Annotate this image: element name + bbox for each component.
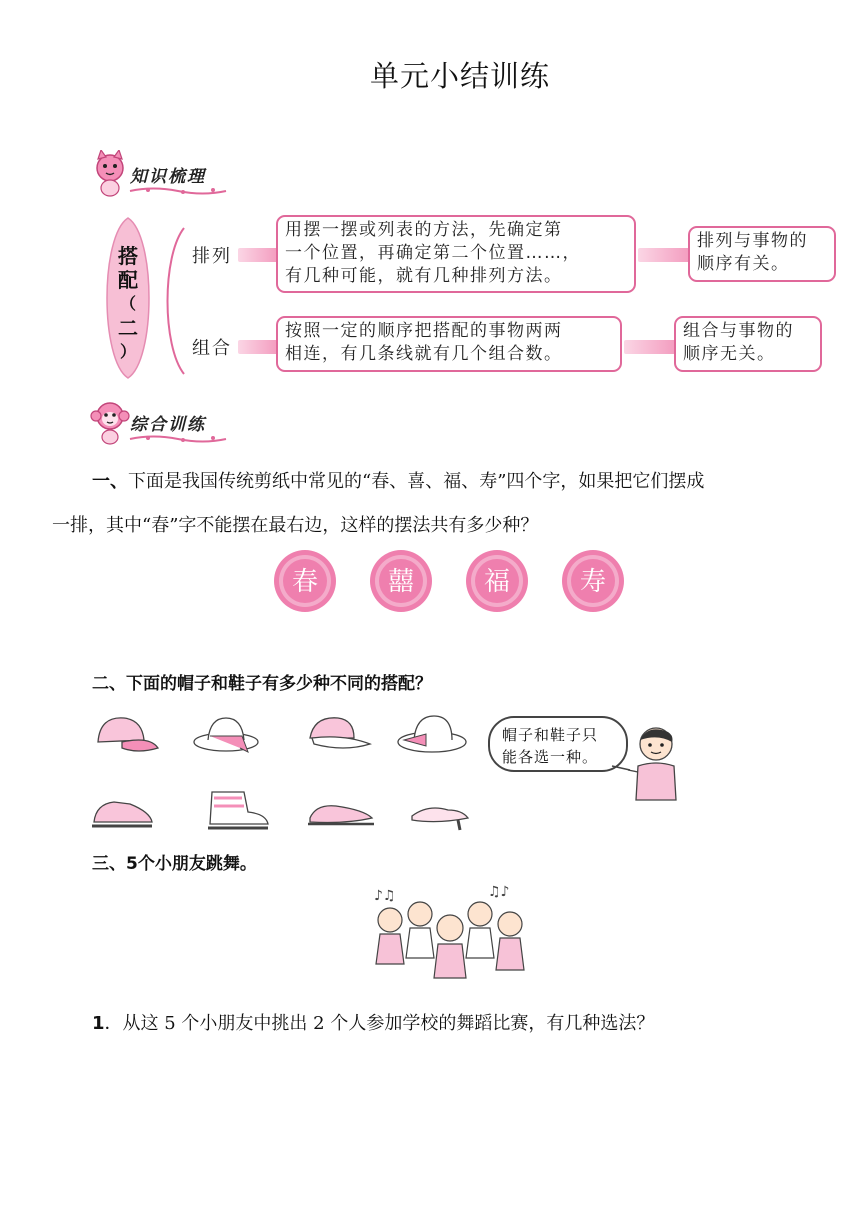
q3-sub1-number: 1: [92, 1013, 105, 1034]
permutation-note-connector: [638, 248, 690, 262]
question-1: [92, 462, 832, 502]
practice-section-header: [88, 398, 228, 448]
q1-line1: 下面是我国传统剪纸中常见的“春、喜、福、寿”四个字，如果把它们摆成: [128, 471, 705, 492]
monkey-mascot-icon: [88, 398, 132, 446]
svg-text:♪♫: ♪♫: [374, 888, 396, 904]
bubble-line: 能各选一种。: [502, 748, 599, 766]
heading-underline-decoration: [128, 186, 228, 196]
hint-speech-bubble: [488, 716, 628, 772]
heading-underline-decoration: [128, 434, 228, 444]
shoes-row-image: [90, 784, 480, 834]
note-line: 顺序有关。: [697, 254, 790, 274]
practice-heading: 综合训练: [130, 415, 206, 435]
method-line: 一个位置，再确定第二个位置……，: [285, 243, 581, 263]
q3-sub1-text: ．从这 5 个小朋友中挑出 2 个人参加学校的舞蹈比赛，有几种选法？: [104, 1013, 655, 1034]
question-3: [92, 844, 257, 884]
hat-cap-icon: [98, 718, 158, 751]
q2-text: 下面的帽子和鞋子有多少种不同的搭配？: [126, 674, 432, 694]
stamp-char: 春: [291, 567, 319, 597]
papercut-chun-image: [272, 548, 338, 614]
method-line: 有几种可能，就有几种排列方法。: [285, 266, 563, 286]
stamp-char: 囍: [387, 567, 415, 597]
hat-bow-icon: [398, 716, 466, 752]
papercut-shou-image: [560, 548, 626, 614]
hat-sunhat-icon: [194, 718, 258, 752]
combination-method-box: [276, 316, 622, 372]
shoe-boot-icon: [208, 792, 268, 828]
svg-text:♫♪: ♫♪: [488, 884, 510, 900]
permutation-label: 排列: [192, 246, 232, 267]
q3-number: 三、: [92, 854, 126, 874]
dancing-children-image: [360, 884, 540, 992]
papercut-row: [272, 548, 632, 618]
combination-note-connector: [624, 340, 676, 354]
topic-char: 二: [118, 316, 138, 340]
stamp-char: 寿: [579, 567, 607, 597]
topic-char: 搭: [118, 244, 138, 268]
permutation-method-box: [276, 215, 636, 293]
topic-char: （: [119, 294, 136, 313]
note-line: 顺序无关。: [683, 344, 776, 364]
cat-mascot-icon: [88, 150, 132, 198]
shoe-loafer-icon: [308, 806, 374, 824]
hat-baseball-icon: [310, 718, 370, 748]
bracket-line: [158, 226, 188, 376]
bubble-line: 帽子和鞋子只: [502, 726, 599, 744]
q2-number: 二、: [92, 674, 126, 694]
q1-line2: 一排，其中“春”字不能摆在最右边，这样的摆法共有多少种？: [52, 515, 539, 536]
topic-char: ）: [119, 342, 136, 361]
q1-number: 一、: [92, 471, 128, 492]
papercut-xi-image: [368, 548, 434, 614]
shoe-heel-icon: [412, 808, 468, 830]
question-1-cont: [52, 506, 832, 546]
papercut-fu-image: [464, 548, 530, 614]
q3-count: 5: [126, 854, 138, 874]
q3-text: 个小朋友跳舞。: [137, 854, 257, 874]
topic-char: 配: [118, 268, 138, 292]
hats-row-image: [92, 712, 472, 762]
method-line: 相连，有几条线就有几个组合数。: [285, 344, 563, 364]
permutation-note-box: [688, 226, 836, 282]
boy-character-image: [608, 726, 704, 802]
question-3-sub-1: [92, 1004, 832, 1044]
permutation-connector: [238, 248, 278, 262]
knowledge-section-header: [88, 150, 228, 200]
shoe-sneaker-icon: [92, 802, 152, 826]
stamp-char: 福: [483, 567, 511, 597]
method-line: 按照一定的顺序把搭配的事物两两: [285, 321, 563, 341]
topic-badge: [98, 216, 158, 380]
combination-note-box: [674, 316, 822, 372]
combination-connector: [238, 340, 278, 354]
method-line: 用摆一摆或列表的方法，先确定第: [285, 220, 563, 240]
combination-label: 组合: [192, 338, 232, 359]
knowledge-heading: 知识梳理: [130, 167, 206, 187]
note-line: 排列与事物的: [697, 231, 808, 251]
note-line: 组合与事物的: [683, 321, 794, 341]
page-title: 单元小结训练: [369, 59, 550, 93]
question-2: [92, 664, 432, 704]
